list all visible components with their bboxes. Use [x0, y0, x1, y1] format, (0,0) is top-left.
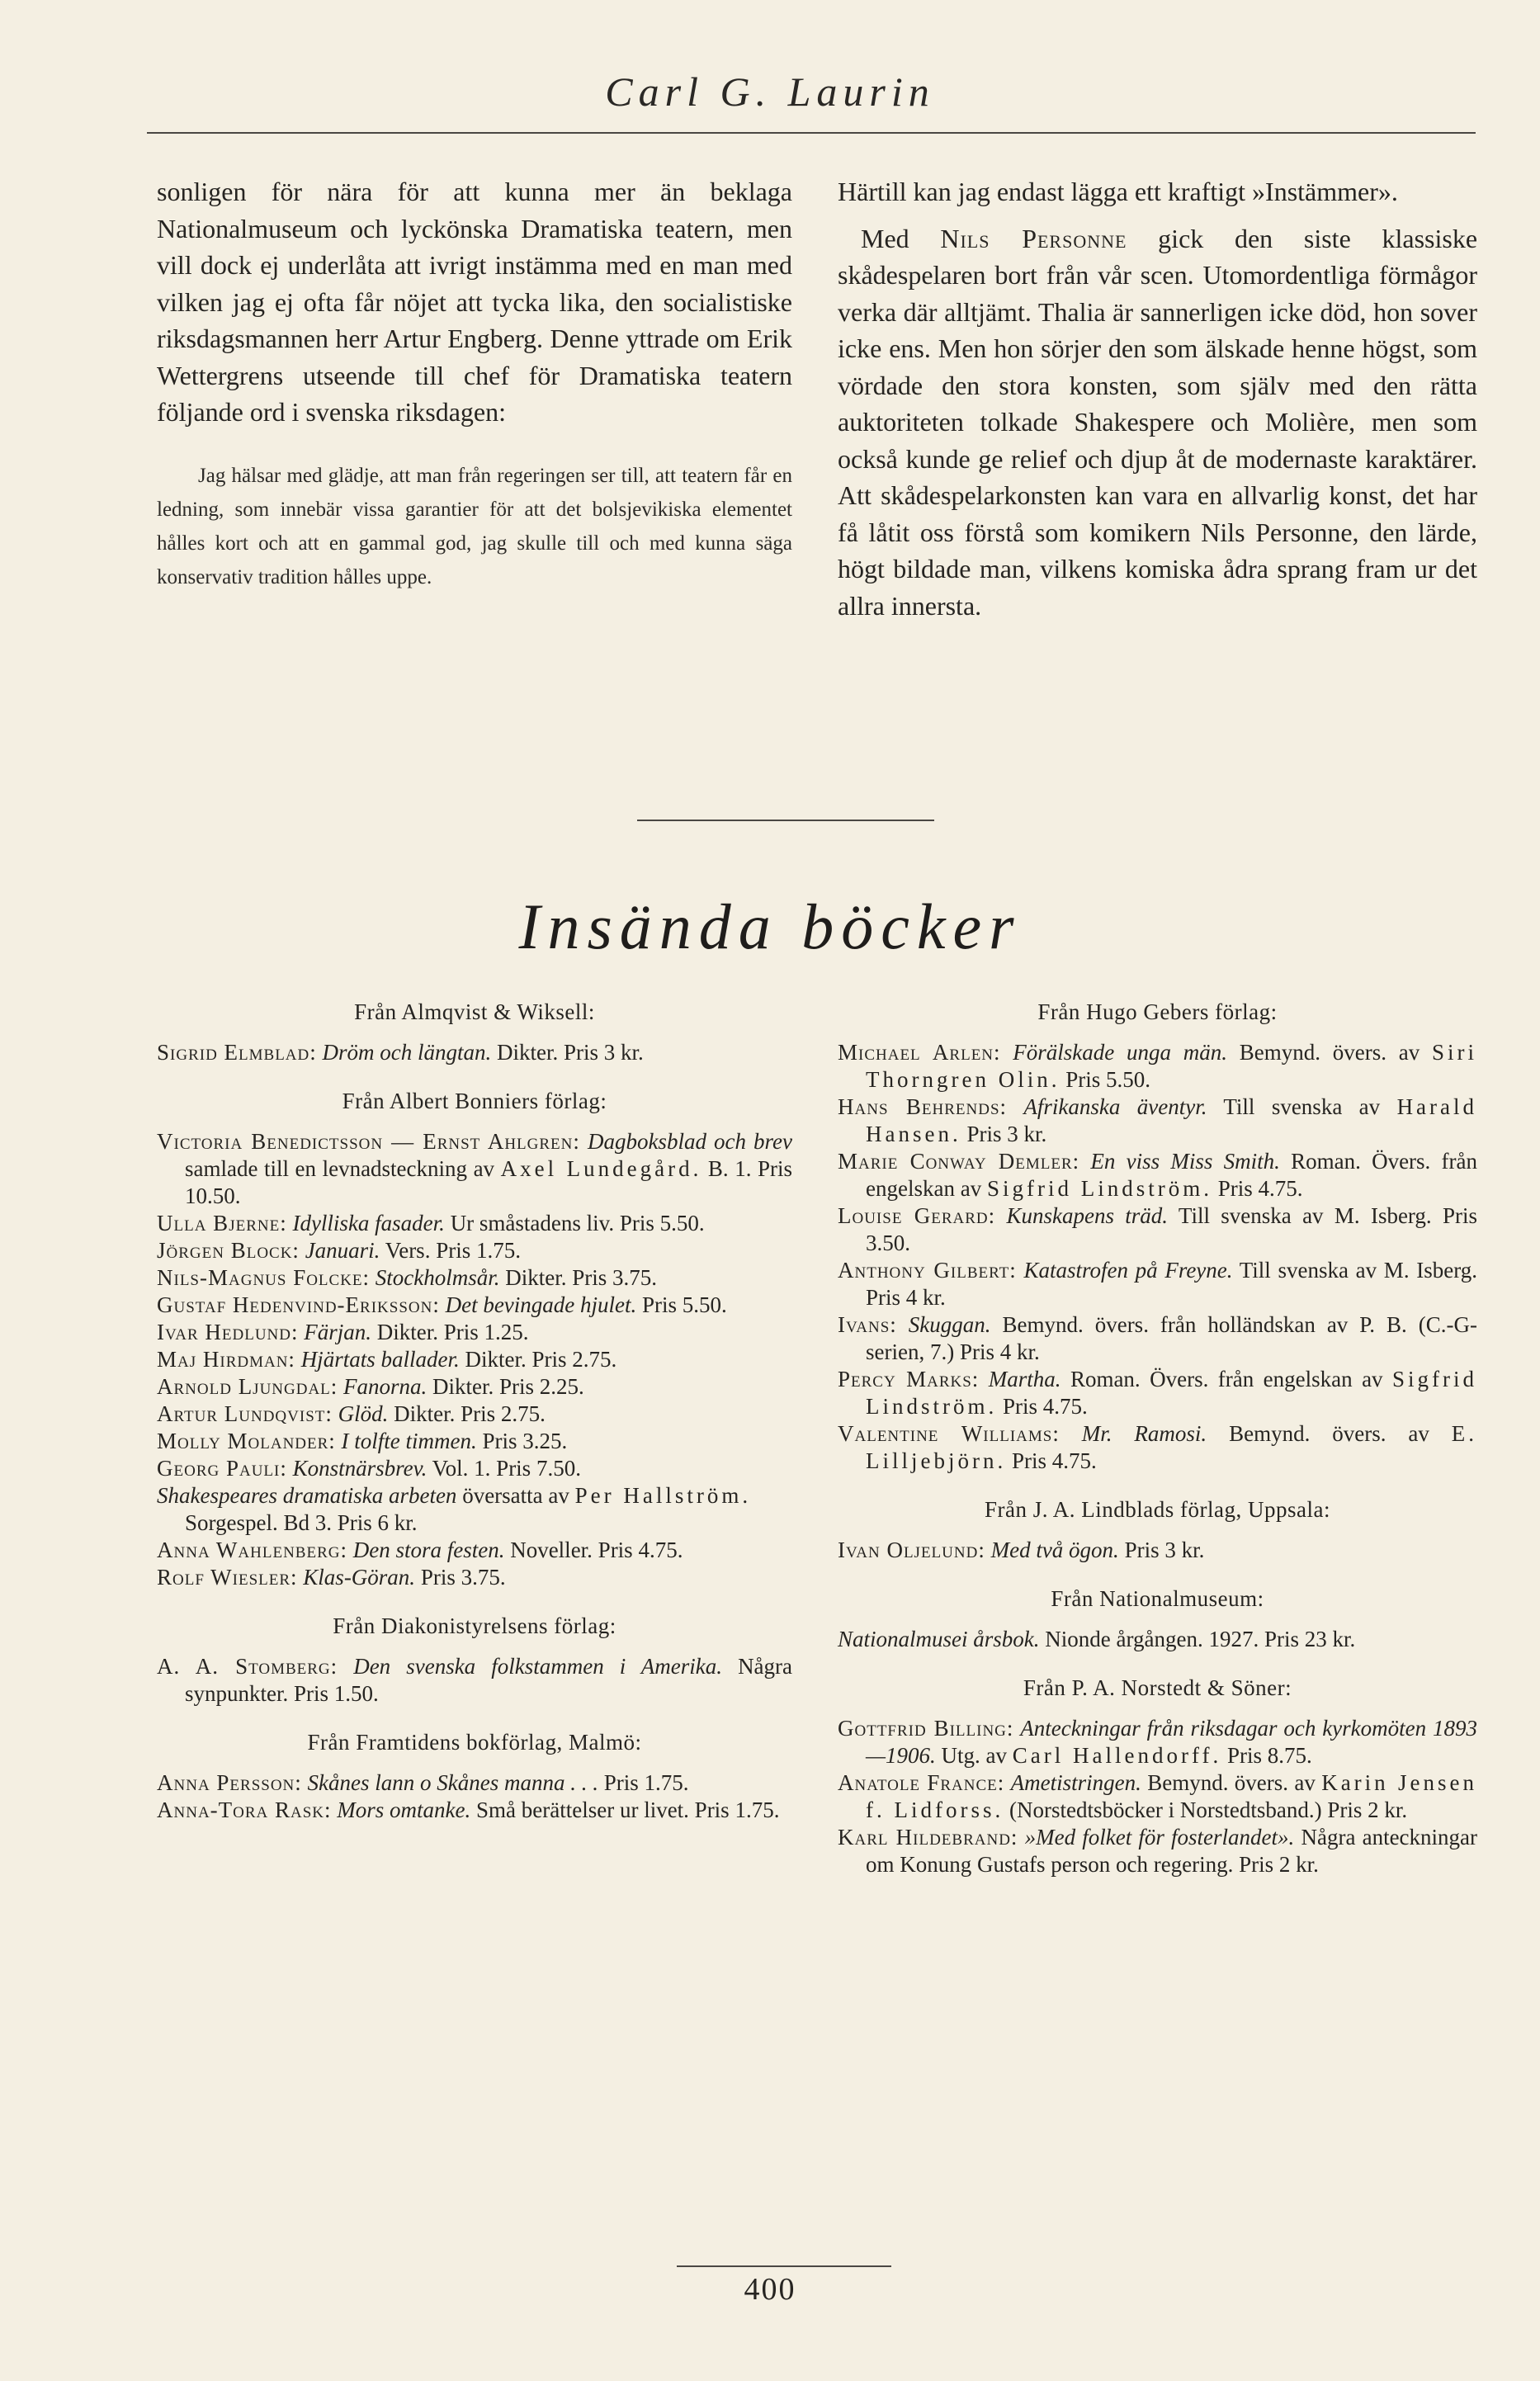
book-entry — [157, 1346, 792, 1373]
article-left-column — [157, 173, 792, 594]
book-title: Konstnärsbrev. — [292, 1456, 428, 1481]
book-title: Dröm och längtan. — [322, 1040, 492, 1065]
book-title: »Med folket för fosterlandet». — [1024, 1825, 1295, 1850]
book-entry-continuation: Sorgespel. Bd 3. Pris 6 kr. — [185, 1510, 418, 1535]
page-number: 400 — [744, 2272, 796, 2307]
book-entry — [157, 1769, 792, 1797]
book-entry — [157, 1237, 792, 1264]
book-author: Molly Molander: — [157, 1429, 336, 1453]
publisher-heading: Från J. A. Lindblads förlag, Uppsala: — [985, 1497, 1330, 1522]
book-title: Anteckningar från riksdagar och kyrkomöten 1893—1906. — [866, 1716, 1477, 1768]
book-entry — [157, 1564, 792, 1591]
book-entry — [838, 1366, 1477, 1420]
book-details: Dikter. Pris 3.75. — [505, 1265, 658, 1290]
book-author: Victoria Benedictsson — Ernst Ahlgren: — [157, 1129, 580, 1154]
translator-name: Harald Hansen. — [866, 1094, 1478, 1146]
translator-name: E. Lilljebjörn. — [866, 1421, 1477, 1473]
footer-rule — [677, 2265, 891, 2267]
book-entry — [838, 1202, 1477, 1257]
book-price: Pris 4.75. — [1011, 1448, 1097, 1473]
book-details: Några synpunkter. Pris 1.50. — [185, 1654, 793, 1706]
book-details: Några anteckningar om Konung Gustafs person och regering. Pris 2 kr. — [866, 1825, 1478, 1877]
running-head: Carl G. Laurin — [605, 69, 935, 115]
book-entry — [157, 1797, 792, 1824]
book-author: Gottfrid Billing: — [838, 1716, 1014, 1741]
book-author: Georg Pauli: — [157, 1456, 287, 1481]
book-title: Afrikanska äventyr. — [1023, 1094, 1207, 1119]
section-divider — [637, 820, 934, 821]
book-author: Ivar Hedlund: — [157, 1320, 299, 1344]
book-title: Martha. — [988, 1367, 1061, 1391]
book-title: En viss Miss Smith. — [1090, 1149, 1280, 1174]
book-author: Nils-Magnus Folcke: — [157, 1265, 371, 1290]
book-entry — [157, 1455, 792, 1482]
book-details: Utg. av — [941, 1743, 1007, 1768]
book-details: Till svenska av M. Isberg. Pris 3.50. — [866, 1203, 1478, 1255]
publisher-heading: Från Framtidens bokförlag, Malmö: — [307, 1730, 642, 1755]
book-details: Vol. 1. Pris 7.50. — [432, 1456, 581, 1481]
book-author: Artur Lundqvist: — [157, 1401, 333, 1426]
book-title: Idylliska fasader. — [292, 1211, 445, 1235]
book-entry — [157, 1210, 792, 1237]
book-author: Anatole France: — [838, 1770, 1005, 1795]
book-title: Den stora festen. — [352, 1538, 505, 1562]
book-author: Anthony Gilbert: — [838, 1258, 1017, 1283]
translator-name: Axel Lundegård. — [500, 1156, 702, 1181]
book-title: Dagboksblad och brev — [587, 1129, 793, 1154]
book-entry — [838, 1769, 1477, 1824]
person-name: Nils Personne — [940, 223, 1127, 253]
book-list-right — [838, 999, 1477, 1878]
book-title: Ametistringen. — [1010, 1770, 1141, 1795]
publisher-heading: Från P. A. Norstedt & Söner: — [1023, 1675, 1292, 1700]
book-entry — [157, 1482, 792, 1509]
book-author: Percy Marks: — [838, 1367, 980, 1391]
translator-name: Karin Jensen f. Lidforss. — [866, 1770, 1477, 1822]
book-list-left — [157, 999, 792, 1824]
book-details: Bemynd. övers. av — [1239, 1040, 1420, 1065]
book-title: Mr. Ramosi. — [1081, 1421, 1207, 1446]
book-author: Anna-Tora Rask: — [157, 1798, 332, 1822]
book-author: Valentine Williams: — [838, 1421, 1060, 1446]
book-entry — [157, 1039, 792, 1066]
book-author: A. A. Stomberg: — [157, 1654, 338, 1679]
book-details: Dikter. Pris 2.25. — [432, 1374, 584, 1399]
translator-name: Carl Hallendorff. — [1012, 1743, 1222, 1768]
book-author: Louise Gerard: — [838, 1203, 996, 1228]
book-details: Bemynd. övers. av — [1229, 1421, 1429, 1446]
publisher-heading: Från Almqvist & Wiksell: — [354, 999, 595, 1024]
book-author: Rolf Wiesler: — [157, 1565, 298, 1590]
header-rule — [147, 132, 1476, 134]
book-entry — [838, 1824, 1477, 1878]
book-author: Marie Conway Demler: — [838, 1149, 1080, 1174]
book-title: Med två ögon. — [990, 1538, 1119, 1562]
book-details: Pris 3.25. — [482, 1429, 568, 1453]
book-title: Kunskapens träd. — [1006, 1203, 1169, 1228]
book-title: Förälskade unga män. — [1013, 1040, 1228, 1065]
translator-name: Sigfrid Lindström. — [866, 1367, 1478, 1419]
book-title: Glöd. — [338, 1401, 389, 1426]
book-details: översatta av — [462, 1483, 569, 1508]
book-entry — [157, 1537, 792, 1564]
book-entry — [157, 1128, 792, 1210]
book-details: Bemynd. övers. av — [1147, 1770, 1316, 1795]
book-price: (Norstedtsböcker i Norstedtsband.) Pris 2 kr. — [1009, 1798, 1408, 1822]
book-entry — [838, 1715, 1477, 1769]
book-title: Fanorna. — [343, 1374, 428, 1399]
book-title: Hjärtats ballader. — [300, 1347, 460, 1372]
book-author: Arnold Ljungdal: — [157, 1374, 338, 1399]
publisher-heading: Från Nationalmuseum: — [1051, 1586, 1264, 1611]
book-price: B. 1. Pris 10.50. — [185, 1156, 793, 1208]
translator-name: Sigfrid Lindström. — [986, 1176, 1212, 1201]
book-title: Klas-Göran. — [303, 1565, 416, 1590]
book-author: Sigrid Elmblad: — [157, 1040, 317, 1065]
book-title: Nationalmusei årsbok. — [838, 1627, 1040, 1651]
book-details: Roman. Övers. från engelskan av — [1070, 1367, 1383, 1391]
book-author: Hans Behrends: — [838, 1094, 1008, 1119]
book-author: Anna Wahlenberg: — [157, 1538, 347, 1562]
book-entry — [838, 1420, 1477, 1475]
book-details: Dikter. Pris 2.75. — [465, 1347, 617, 1372]
section-title: Insända böcker — [518, 891, 1022, 962]
book-entry — [838, 1148, 1477, 1202]
book-details: Pris 3.75. — [420, 1565, 506, 1590]
book-entry — [157, 1292, 792, 1319]
article-paragraph: sonligen för nära för att kunna mer än beklaga Nationalmuseum och lyckönska Dramatiska teatern, men vill dock ej underlåta att ivrigt instämma med en man med vilken jag ej ofta får nöjet att tycka lika, den socialistiske riksdagsmannen herr Artur Engberg. Denne yttrade om Erik Wettergrens utseende till chef för Dramatiska teatern följande ord i svenska riksdagen: — [157, 177, 792, 427]
book-title: Färjan. — [304, 1320, 372, 1344]
book-title: Mors omtanke. — [337, 1798, 471, 1822]
book-details: samlade till en levnadsteckning av — [185, 1156, 495, 1181]
book-details: Roman. Övers. från engelskan av — [866, 1149, 1477, 1201]
book-details: Pris 3 kr. — [1124, 1538, 1205, 1562]
article-paragraph: Härtill kan jag endast lägga ett kraftigt »Instämmer». — [838, 177, 1398, 206]
book-details: Dikter. Pris 1.25. — [376, 1320, 529, 1344]
book-details: Ur småstadens liv. Pris 5.50. — [450, 1211, 705, 1235]
publisher-heading: Från Diakonistyrelsens förlag: — [333, 1613, 616, 1638]
publisher-heading: Från Albert Bonniers förlag: — [342, 1089, 607, 1113]
book-price: Pris 4.75. — [1217, 1176, 1303, 1201]
book-entry — [838, 1039, 1477, 1094]
book-title: Shakespeares dramatiska arbeten — [157, 1483, 457, 1508]
book-title: Den svenska folkstammen i Amerika. — [353, 1654, 723, 1679]
translator-name: Per Hallström. — [574, 1483, 752, 1508]
article-right-column — [838, 173, 1477, 624]
book-author: Anna Persson: — [157, 1770, 302, 1795]
book-details: Vers. Pris 1.75. — [385, 1238, 521, 1263]
book-entry — [157, 1264, 792, 1292]
book-title: Det bevingade hjulet. — [445, 1292, 637, 1317]
book-price: Pris 3 kr. — [966, 1122, 1047, 1146]
book-title: Skuggan. — [908, 1312, 991, 1337]
book-title: Stockholmsår. — [375, 1265, 500, 1290]
book-details: Små berättelser ur livet. Pris 1.75. — [476, 1798, 780, 1822]
book-author: Gustaf Hedenvind-Eriksson: — [157, 1292, 440, 1317]
book-author: Ulla Bjerne: — [157, 1211, 287, 1235]
book-entry — [838, 1094, 1477, 1148]
publisher-heading: Från Hugo Gebers förlag: — [1037, 999, 1278, 1024]
block-quote: Jag hälsar med glädje, att man från regeringen ser till, att teatern får en ledning, som innebär vissa garantier för att det bolsjevikiska elementet hålles kort och att en gammal god, jag skulle till och med kunna säga konservativ tradition hålles uppe. — [157, 464, 792, 588]
book-entry — [838, 1311, 1477, 1366]
book-entry — [838, 1626, 1477, 1653]
article-paragraph: Med Nils Personne gick den siste klassiske skådespelaren bort från vår scen. Utomordentliga förmågor verka där alltjämt. Thalia är sannerligen icke död, hon sover icke ens. Men hon sörjer den som älskade henne högst, som vördade den stora konsten, som själv med den rätta auktoriteten tolkade Shakespere och Molière, men som också kunde ge relief och djup åt de modernaste karaktärer. Att skådespelarkonsten kan vara en allvarlig konst, det har få låtit oss förstå som komikern Nils Personne, den lärde, högt bildade man, vilkens komiska ådra sprang fram ur det allra innersta. — [838, 223, 1478, 621]
book-author: Ivans: — [838, 1312, 897, 1337]
book-details: Dikter. Pris 2.75. — [394, 1401, 546, 1426]
book-details: Noveller. Pris 4.75. — [510, 1538, 683, 1562]
book-author: Maj Hirdman: — [157, 1347, 295, 1372]
book-details: Till svenska av M. Isberg. Pris 4 kr. — [866, 1258, 1477, 1310]
book-author: Jörgen Block: — [157, 1238, 300, 1263]
book-details: Pris 5.50. — [642, 1292, 727, 1317]
book-entry — [838, 1257, 1477, 1311]
book-price: Pris 8.75. — [1226, 1743, 1312, 1768]
book-entry — [157, 1428, 792, 1455]
book-details: Pris 1.75. — [603, 1770, 689, 1795]
book-details: Bemynd. övers. från holländskan av P. B. (C.-G-serien, 7.) Pris 4 kr. — [866, 1312, 1478, 1364]
book-details: Till svenska av — [1223, 1094, 1381, 1119]
book-price: Pris 5.50. — [1065, 1067, 1150, 1092]
book-title: I tolfte timmen. — [341, 1429, 477, 1453]
book-entry — [157, 1319, 792, 1346]
book-entry — [157, 1373, 792, 1401]
book-details: Dikter. Pris 3 kr. — [497, 1040, 644, 1065]
book-title: Katastrofen på Freyne. — [1023, 1258, 1233, 1283]
book-author: Ivan Oljelund: — [838, 1538, 985, 1562]
book-entry — [157, 1401, 792, 1428]
book-title: Skånes lann o Skånes manna . . . — [307, 1770, 598, 1795]
book-price: Pris 4.75. — [1003, 1394, 1088, 1419]
book-entry — [838, 1537, 1477, 1564]
book-author: Karl Hildebrand: — [838, 1825, 1018, 1850]
book-title: Januari. — [305, 1238, 380, 1263]
book-author: Michael Arlen: — [838, 1040, 1001, 1065]
book-details: Nionde årgången. 1927. Pris 23 kr. — [1045, 1627, 1356, 1651]
translator-name: Siri Thorngren Olin. — [866, 1040, 1477, 1092]
book-entry — [157, 1653, 792, 1708]
